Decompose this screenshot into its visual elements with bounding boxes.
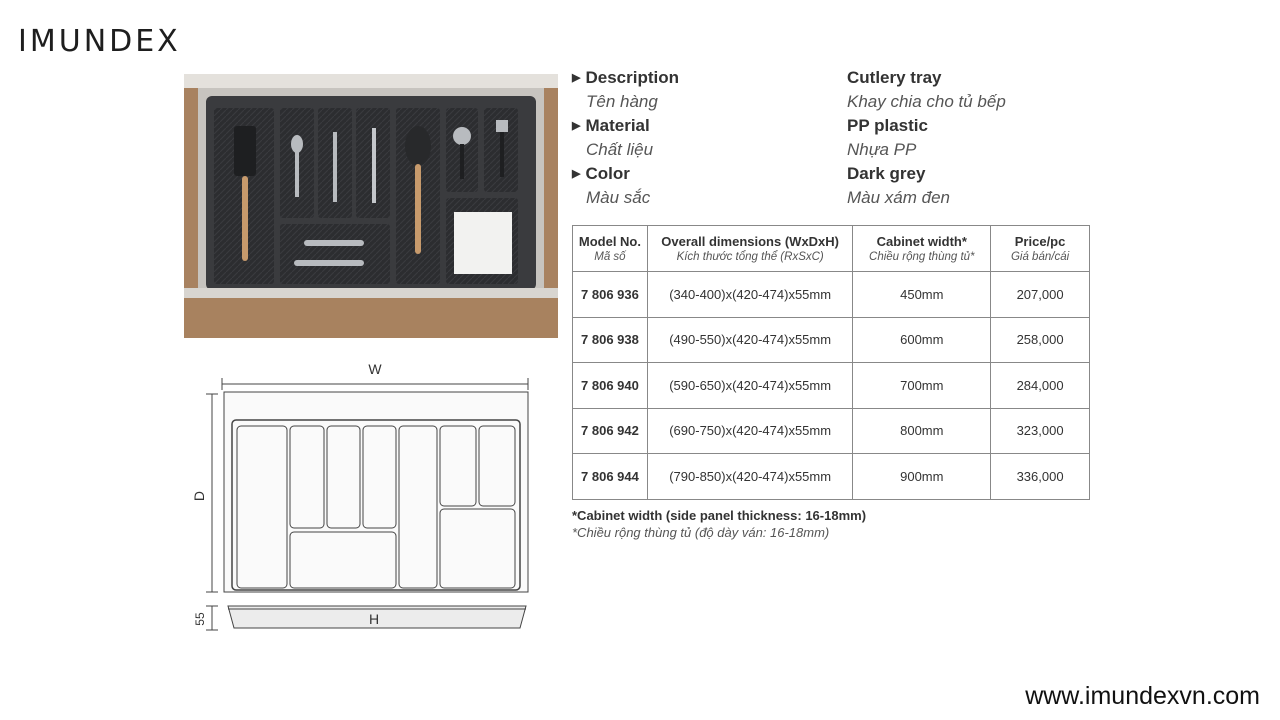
model-number: 7 806 942 xyxy=(573,408,648,454)
product-photo xyxy=(184,74,558,338)
dimensions: (340-400)x(420-474)x55mm xyxy=(647,272,853,318)
cabinet-width: 450mm xyxy=(853,272,991,318)
models-price-table xyxy=(572,225,1090,500)
spec-description-en xyxy=(572,68,1092,92)
spec-label: Chất liệu xyxy=(586,140,654,159)
table-row xyxy=(573,454,1090,500)
cabinet-width: 800mm xyxy=(853,408,991,454)
table-header-row xyxy=(573,226,1090,272)
cabinet-width-note-vi: *Chiều rộng thùng tủ (độ dày ván: 16-18mm) xyxy=(572,525,830,540)
model-number: 7 806 944 xyxy=(573,454,648,500)
spec-value: Cutlery tray xyxy=(847,68,942,87)
price: 207,000 xyxy=(991,272,1090,318)
model-number: 7 806 938 xyxy=(573,317,648,363)
height-value: 55 xyxy=(193,612,207,626)
price: 258,000 xyxy=(991,317,1090,363)
cabinet-width: 900mm xyxy=(853,454,991,500)
price: 336,000 xyxy=(991,454,1090,500)
header-model: Model No. Mã số xyxy=(573,226,648,272)
spec-value: Nhựa PP xyxy=(847,140,917,159)
table-row xyxy=(573,272,1090,318)
spec-description-vi xyxy=(572,92,1092,116)
price: 323,000 xyxy=(991,408,1090,454)
bullet-arrow-icon: ▶ xyxy=(572,120,581,132)
bullet-arrow-icon: ▶ xyxy=(572,168,581,180)
width-label: W xyxy=(368,361,382,377)
spec-value: Màu xám đen xyxy=(847,188,950,207)
table-row xyxy=(573,363,1090,409)
tray-dimension-diagram xyxy=(190,358,550,638)
spec-label: Material xyxy=(585,116,650,135)
dimensions: (490-550)x(420-474)x55mm xyxy=(647,317,853,363)
depth-label: D xyxy=(191,490,207,502)
product-specs xyxy=(572,68,1092,212)
dimensions: (590-650)x(420-474)x55mm xyxy=(647,363,853,409)
model-number: 7 806 936 xyxy=(573,272,648,318)
tray-line-drawing xyxy=(190,358,550,638)
cutlery-tray-photo xyxy=(184,74,558,338)
spec-color-vi xyxy=(572,188,1092,212)
spec-value: Khay chia cho tủ bếp xyxy=(847,92,1006,111)
bullet-arrow-icon: ▶ xyxy=(572,72,581,84)
website-url: www.imundexvn.com xyxy=(1025,682,1260,710)
dimensions: (790-850)x(420-474)x55mm xyxy=(647,454,853,500)
spec-material-en xyxy=(572,116,1092,140)
table-row xyxy=(573,317,1090,363)
header-price: Price/pc Giá bán/cái xyxy=(991,226,1090,272)
model-number: 7 806 940 xyxy=(573,363,648,409)
spec-value: Dark grey xyxy=(847,164,926,183)
spec-label: Màu sắc xyxy=(586,188,651,207)
spec-label: Color xyxy=(585,164,630,183)
dimensions: (690-750)x(420-474)x55mm xyxy=(647,408,853,454)
table-row xyxy=(573,408,1090,454)
brand-logo: IMUNDEX xyxy=(18,24,181,59)
header-cabinet-width: Cabinet width* Chiều rộng thùng tủ* xyxy=(853,226,991,272)
price: 284,000 xyxy=(991,363,1090,409)
spec-label: Description xyxy=(585,68,679,87)
cabinet-width-note: *Cabinet width (side panel thickness: 16-18mm) xyxy=(572,508,867,523)
height-label: H xyxy=(368,611,380,627)
spec-material-vi xyxy=(572,140,1092,164)
spec-color-en xyxy=(572,164,1092,188)
cabinet-width: 600mm xyxy=(853,317,991,363)
spec-label: Tên hàng xyxy=(586,92,658,111)
spec-value: PP plastic xyxy=(847,116,928,135)
header-dimensions: Overall dimensions (WxDxH) Kích thước tổng thể (RxSxC) xyxy=(647,226,853,272)
cabinet-width: 700mm xyxy=(853,363,991,409)
